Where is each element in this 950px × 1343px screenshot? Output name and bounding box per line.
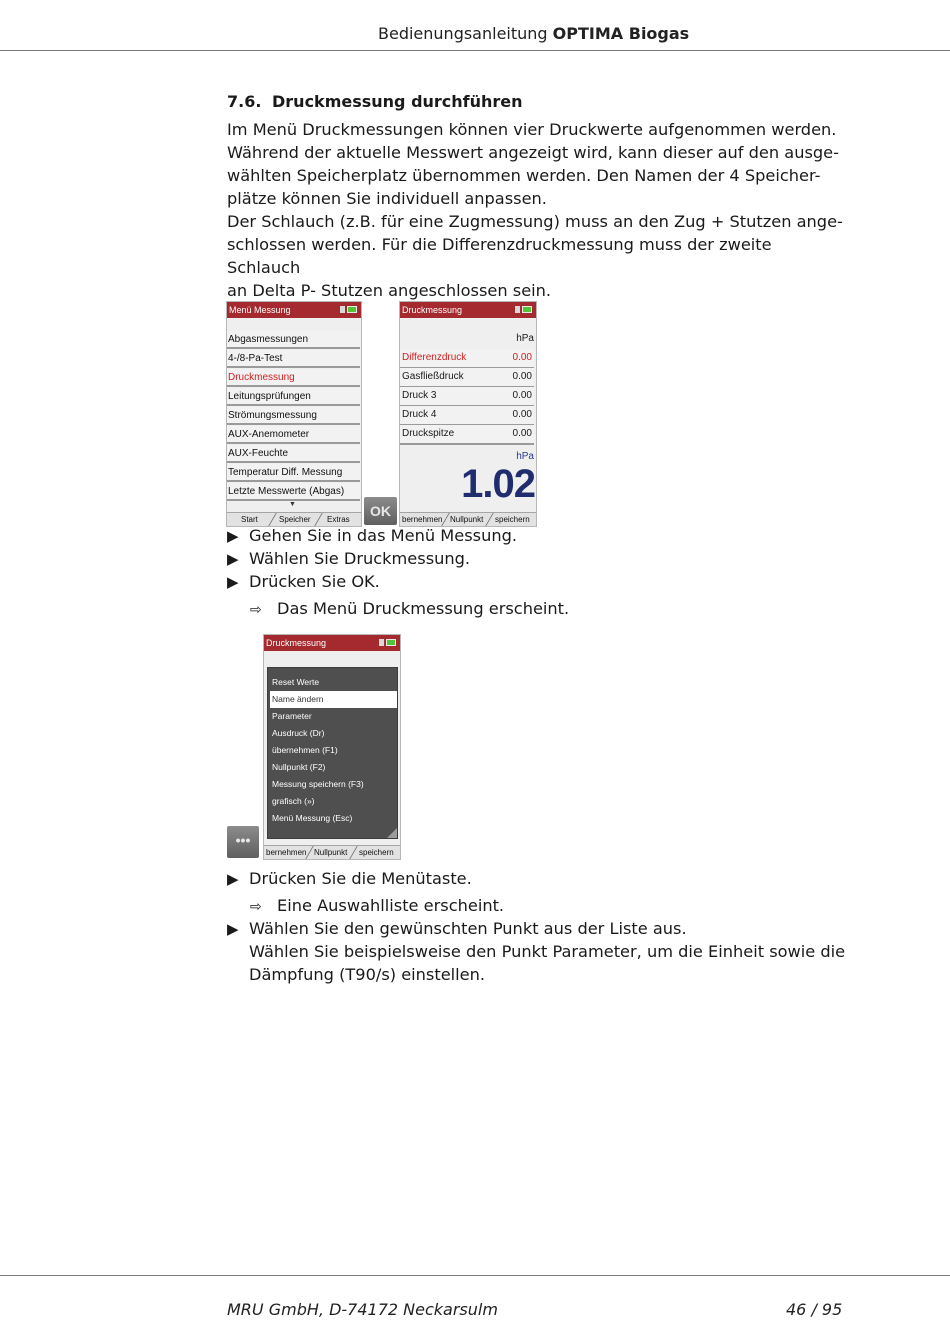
big-value: 1.02 (461, 462, 535, 506)
menu-item-aux-feuchte[interactable]: AUX-Feuchte (227, 445, 360, 463)
screenshot-druckmessung (399, 301, 537, 527)
step-text: Gehen Sie in das Menü Messung. (249, 526, 518, 545)
pressure-row-druck-4[interactable] (400, 406, 534, 426)
pressure-row-gasfliessdruck[interactable] (400, 368, 534, 388)
step-arrow-icon: ▶ (227, 573, 239, 591)
section-heading (227, 92, 523, 111)
step-continuation: Dämpfung (T90/s) einstellen. (249, 965, 486, 984)
result-text: Das Menü Druckmessung erscheint. (277, 599, 570, 618)
unit-header: hPa (516, 333, 534, 344)
paragraph-line: schlossen werden. Für die Differenzdruckmessung muss der zweite Schlauch (227, 235, 772, 277)
pressure-value: 0.00 (512, 352, 532, 363)
list-item-ausdruck[interactable]: Ausdruck (Dr) (272, 728, 325, 738)
page-header (0, 0, 950, 51)
pressure-label: Druck 3 (402, 390, 437, 401)
header-title-prefix: Bedienungsanleitung (378, 24, 548, 43)
lock-icon (379, 639, 384, 646)
list-item-reset-werte[interactable]: Reset Werte (272, 677, 320, 687)
pressure-value: 0.00 (512, 428, 532, 439)
result-arrow-icon: ⇨ (250, 602, 262, 618)
softkey-nullpunkt[interactable]: Nullpunkt (450, 515, 484, 524)
screen-title: Druckmessung (402, 305, 463, 315)
scroll-down-icon: ▼ (289, 501, 296, 508)
page-footer (0, 1275, 950, 1343)
pressure-label: Differenzdruck (402, 352, 467, 363)
ok-key[interactable]: OK (364, 497, 397, 525)
list-item-grafisch[interactable]: grafisch (») (272, 796, 315, 806)
result-arrow-icon: ⇨ (250, 899, 262, 915)
intro-paragraph (227, 118, 847, 302)
lock-icon (515, 306, 520, 313)
section-number: 7.6. (227, 92, 262, 111)
menu-item-druckmessung[interactable]: Druckmessung (227, 369, 360, 387)
menu-item-pa-test[interactable]: 4-/8-Pa-Test (227, 350, 360, 368)
big-unit: hPa (516, 451, 534, 462)
list-item-messung-speichern[interactable]: Messung speichern (F3) (272, 779, 364, 789)
softkey-uebernehmen[interactable]: bernehmen (266, 848, 307, 857)
step-text: Drücken Sie die Menütaste. (249, 869, 472, 888)
lock-icon (340, 306, 345, 313)
screen-titlebar (227, 302, 361, 318)
step-text: Drücken Sie OK. (249, 572, 380, 591)
pressure-label: Gasfließdruck (402, 371, 464, 382)
step-item (227, 867, 472, 891)
step-continuation: Wählen Sie beispielsweise den Punkt Parameter, um die Einheit sowie die (249, 942, 846, 961)
step-arrow-icon: ▶ (227, 550, 239, 568)
footer-page-number: 46 / 95 (786, 1300, 843, 1319)
step-text: Wählen Sie den gewünschten Punkt aus der Liste aus. (249, 919, 687, 938)
step-item (227, 917, 687, 941)
paragraph-line: wählten Speicherplatz übernommen werden. Den Namen der 4 Speicher- (227, 166, 821, 185)
menu-item-aux-anemometer[interactable]: AUX-Anemometer (227, 426, 360, 444)
softkey-speichern[interactable]: speichern (359, 848, 394, 857)
screen-titlebar (400, 302, 536, 318)
step-item (227, 524, 517, 548)
pressure-label: Druck 4 (402, 409, 437, 420)
result-item (250, 597, 569, 622)
list-item-uebernehmen[interactable]: übernehmen (F1) (272, 745, 338, 755)
screen-title: Druckmessung (266, 638, 327, 648)
menu-item-stroemungsmessung[interactable]: Strömungsmessung (227, 407, 360, 425)
softkey-nullpunkt[interactable]: Nullpunkt (314, 848, 348, 857)
menu-item-letzte-messwerte[interactable]: Letzte Messwerte (Abgas) (227, 483, 360, 501)
screen-titlebar (264, 635, 400, 651)
step-text: Wählen Sie Druckmessung. (249, 549, 471, 568)
menu-item-temperatur-diff[interactable]: Temperatur Diff. Messung (227, 464, 360, 482)
header-title-product: OPTIMA Biogas (552, 24, 690, 43)
section-title: Druckmessung durchführen (272, 92, 523, 111)
screenshot-menu-messung (226, 301, 362, 527)
pressure-value: 0.00 (512, 371, 532, 382)
pressure-value: 0.00 (512, 390, 532, 401)
pressure-label: Druckspitze (402, 428, 455, 439)
battery-icon (515, 306, 533, 313)
softkey-extras[interactable]: Extras (327, 515, 350, 524)
paragraph-line: plätze können Sie individuell anpassen. (227, 189, 547, 208)
list-item-name-aendern[interactable]: Name ändern (270, 691, 397, 708)
list-item-menue-messung[interactable]: Menü Messung (Esc) (272, 813, 353, 823)
battery-icon (340, 306, 358, 313)
selection-list (267, 667, 398, 839)
pressure-row-differenzdruck[interactable] (400, 349, 534, 369)
paragraph-line: Im Menü Druckmessungen können vier Druckwerte aufgenommen werden. (227, 120, 837, 139)
list-item-parameter[interactable]: Parameter (272, 711, 312, 721)
step-arrow-icon: ▶ (227, 920, 239, 938)
menu-key[interactable]: ••• (227, 826, 259, 858)
step-arrow-icon: ▶ (227, 870, 239, 888)
screen-title: Menü Messung (229, 305, 291, 315)
pressure-row-druckspitze[interactable] (400, 425, 534, 445)
softkey-uebernehmen[interactable]: bernehmen (402, 515, 443, 524)
paragraph-line: Während der aktuelle Messwert angezeigt wird, kann dieser auf den ausge- (227, 143, 839, 162)
pressure-value: 0.00 (512, 409, 532, 420)
menu-item-leitungspruefungen[interactable]: Leitungsprüfungen (227, 388, 360, 406)
paragraph-line: Der Schlauch (z.B. für eine Zugmessung) muss an den Zug + Stutzen ange- (227, 212, 843, 231)
softkey-speicher[interactable]: Speicher (279, 515, 311, 524)
header-title (378, 24, 689, 43)
footer-company: MRU GmbH, D-74172 Neckarsulm (227, 1300, 498, 1319)
pressure-row-druck-3[interactable] (400, 387, 534, 407)
step-item (227, 570, 380, 594)
step-item (227, 547, 470, 571)
softkey-speichern[interactable]: speichern (495, 515, 530, 524)
softkey-start[interactable]: Start (241, 515, 258, 524)
screenshot-druckmessung-menu (263, 634, 401, 860)
result-text: Eine Auswahlliste erscheint. (277, 896, 505, 915)
menu-item-abgasmessungen[interactable]: Abgasmessungen (227, 331, 360, 349)
resize-corner-icon (387, 828, 397, 838)
step-arrow-icon: ▶ (227, 527, 239, 545)
softkey-bar (264, 845, 400, 859)
result-item (250, 894, 504, 919)
paragraph-line: an Delta P- Stutzen angeschlossen sein. (227, 281, 552, 300)
battery-icon (379, 639, 397, 646)
list-item-nullpunkt[interactable]: Nullpunkt (F2) (272, 762, 326, 772)
